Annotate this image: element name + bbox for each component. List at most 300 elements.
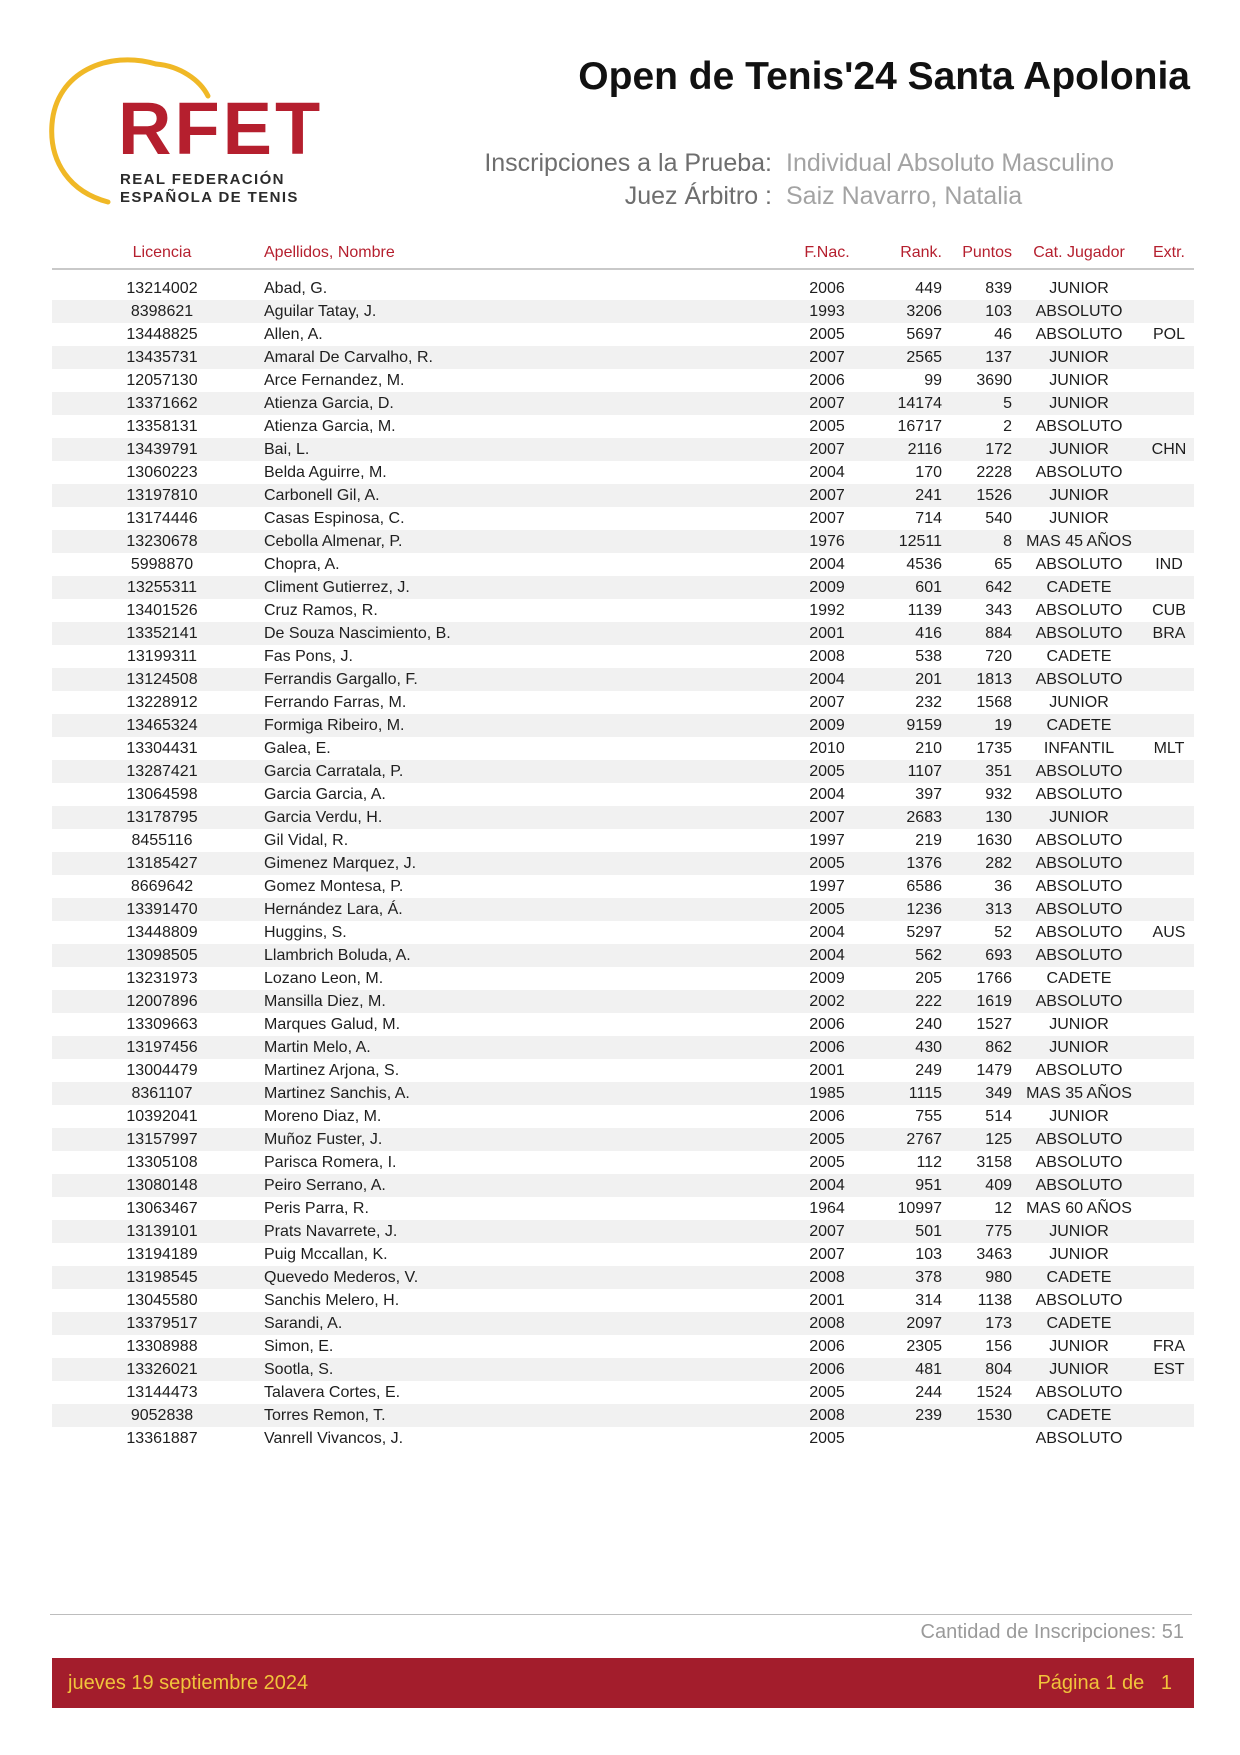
cell-cat-jugador: MAS 45 AÑOS bbox=[1026, 533, 1132, 550]
cell-cat-jugador: ABSOLUTO bbox=[1035, 1131, 1123, 1148]
cell-fnac: 2009 bbox=[809, 717, 845, 734]
cell-nombre: Climent Gutierrez, J. bbox=[264, 579, 410, 596]
cell-nombre: Formiga Ribeiro, M. bbox=[264, 717, 405, 734]
cell-puntos: 3158 bbox=[976, 1154, 1012, 1171]
table-row bbox=[52, 1013, 1194, 1036]
table-row bbox=[52, 1174, 1194, 1197]
cell-licencia: 13304431 bbox=[126, 740, 198, 757]
table-row bbox=[52, 415, 1194, 438]
cell-nombre: Sanchis Melero, H. bbox=[264, 1292, 400, 1309]
cell-fnac: 2004 bbox=[809, 924, 845, 941]
cell-licencia: 13199311 bbox=[127, 648, 197, 665]
table-row bbox=[52, 760, 1194, 783]
cell-cat-jugador: JUNIOR bbox=[1049, 1223, 1109, 1240]
cell-licencia: 13124508 bbox=[126, 671, 198, 688]
cell-fnac: 2005 bbox=[809, 418, 845, 435]
cell-fnac: 1993 bbox=[809, 303, 845, 320]
cell-fnac: 2005 bbox=[809, 326, 845, 343]
table-row bbox=[52, 1197, 1194, 1220]
cell-rank: 397 bbox=[915, 786, 942, 803]
cell-puntos: 125 bbox=[985, 1131, 1012, 1148]
cell-extr: EST bbox=[1153, 1361, 1185, 1378]
cell-rank: 562 bbox=[915, 947, 942, 964]
cell-rank: 205 bbox=[915, 970, 942, 987]
cell-puntos: 775 bbox=[985, 1223, 1012, 1240]
cell-cat-jugador: ABSOLUTO bbox=[1035, 993, 1123, 1010]
cell-extr: CHN bbox=[1151, 441, 1187, 458]
cell-fnac: 1992 bbox=[809, 602, 845, 619]
cell-puntos: 103 bbox=[985, 303, 1012, 320]
table-row bbox=[52, 737, 1194, 760]
cell-cat-jugador: MAS 35 AÑOS bbox=[1026, 1085, 1132, 1102]
juez-value: Saiz Navarro, Natalia bbox=[786, 182, 1023, 210]
cell-puntos: 52 bbox=[994, 924, 1012, 941]
cell-nombre: Bai, L. bbox=[264, 441, 310, 458]
cell-fnac: 2005 bbox=[809, 1430, 845, 1447]
cell-rank: 244 bbox=[915, 1384, 942, 1401]
cell-licencia: 13214002 bbox=[126, 280, 198, 297]
cell-nombre: Vanrell Vivancos, J. bbox=[264, 1430, 404, 1447]
cell-cat-jugador: ABSOLUTO bbox=[1035, 464, 1123, 481]
cell-fnac: 1964 bbox=[809, 1200, 845, 1217]
cell-fnac: 2007 bbox=[809, 694, 845, 711]
cell-cat-jugador: JUNIOR bbox=[1049, 1016, 1109, 1033]
cell-fnac: 2001 bbox=[809, 1062, 845, 1079]
cell-fnac: 2005 bbox=[809, 1154, 845, 1171]
cell-nombre: Amaral De Carvalho, R. bbox=[264, 349, 433, 366]
cell-licencia: 13144473 bbox=[126, 1384, 198, 1401]
cell-cat-jugador: ABSOLUTO bbox=[1035, 1292, 1123, 1309]
footer-page bbox=[1037, 1672, 1172, 1695]
table-row bbox=[52, 806, 1194, 829]
cell-licencia: 13358131 bbox=[126, 418, 198, 435]
cell-rank: 249 bbox=[915, 1062, 942, 1079]
cell-rank: 1236 bbox=[906, 901, 942, 918]
cell-licencia: 13391470 bbox=[126, 901, 198, 918]
cell-fnac: 2010 bbox=[809, 740, 845, 757]
cell-licencia: 8398621 bbox=[130, 303, 194, 320]
cell-nombre: Atienza Garcia, D. bbox=[264, 395, 394, 412]
cell-rank: 1107 bbox=[907, 763, 942, 780]
cell-cat-jugador: ABSOLUTO bbox=[1035, 924, 1123, 941]
cell-fnac: 1997 bbox=[809, 832, 845, 849]
cell-licencia: 13352141 bbox=[126, 625, 198, 642]
table-row bbox=[52, 1082, 1194, 1105]
table-row bbox=[52, 1105, 1194, 1128]
cell-licencia: 13174446 bbox=[126, 510, 198, 527]
cell-fnac: 2005 bbox=[809, 1384, 845, 1401]
cell-nombre: Mansilla Diez, M. bbox=[264, 993, 386, 1010]
cell-nombre: Lozano Leon, M. bbox=[264, 970, 384, 987]
cell-cat-jugador: CADETE bbox=[1046, 579, 1112, 596]
cell-cat-jugador: ABSOLUTO bbox=[1035, 947, 1123, 964]
cell-fnac: 1997 bbox=[809, 878, 845, 895]
table-row bbox=[52, 484, 1194, 507]
cell-licencia: 13064598 bbox=[126, 786, 198, 803]
header-cat-jugador: Cat. Jugador bbox=[1033, 244, 1125, 261]
cell-nombre: Simon, E. bbox=[264, 1338, 334, 1355]
table-row bbox=[52, 990, 1194, 1013]
cell-nombre: Carbonell Gil, A. bbox=[264, 487, 380, 504]
cell-licencia: 13004479 bbox=[126, 1062, 198, 1079]
cell-licencia: 13197810 bbox=[126, 487, 198, 504]
cell-extr: FRA bbox=[1153, 1338, 1185, 1355]
cell-licencia: 13371662 bbox=[126, 395, 198, 412]
cell-puntos: 1138 bbox=[977, 1292, 1012, 1309]
cell-puntos: 1524 bbox=[976, 1384, 1012, 1401]
cell-cat-jugador: CADETE bbox=[1046, 1315, 1112, 1332]
cell-puntos: 173 bbox=[985, 1315, 1012, 1332]
cell-puntos: 1766 bbox=[976, 970, 1012, 987]
cell-rank: 2683 bbox=[906, 809, 942, 826]
cell-rank: 240 bbox=[915, 1016, 942, 1033]
cell-puntos: 409 bbox=[985, 1177, 1012, 1194]
table-row bbox=[52, 1427, 1194, 1450]
cell-nombre: Moreno Diaz, M. bbox=[264, 1108, 382, 1125]
cell-puntos: 1735 bbox=[976, 740, 1012, 757]
cell-rank: 10997 bbox=[897, 1200, 942, 1217]
table-row bbox=[52, 898, 1194, 921]
cell-puntos: 693 bbox=[985, 947, 1012, 964]
cell-extr: AUS bbox=[1152, 924, 1186, 941]
cell-cat-jugador: ABSOLUTO bbox=[1035, 901, 1123, 918]
cell-fnac: 2007 bbox=[809, 809, 845, 826]
cell-licencia: 8669642 bbox=[130, 878, 194, 895]
table-row bbox=[52, 576, 1194, 599]
cell-cat-jugador: JUNIOR bbox=[1049, 280, 1109, 297]
cell-rank: 112 bbox=[916, 1154, 942, 1171]
cell-puntos: 1527 bbox=[976, 1016, 1012, 1033]
cell-puntos: 862 bbox=[985, 1039, 1012, 1056]
cell-puntos: 172 bbox=[985, 441, 1012, 458]
cell-fnac: 1976 bbox=[809, 533, 845, 550]
cell-puntos: 884 bbox=[985, 625, 1012, 642]
cell-puntos: 1630 bbox=[976, 832, 1012, 849]
cell-nombre: Hernández Lara, Á. bbox=[264, 901, 403, 918]
header-divider bbox=[52, 268, 1194, 270]
table-row bbox=[52, 1404, 1194, 1427]
table-row bbox=[52, 921, 1194, 944]
cell-rank: 9159 bbox=[906, 717, 942, 734]
table-row bbox=[52, 1036, 1194, 1059]
table-row bbox=[52, 944, 1194, 967]
cell-rank: 1115 bbox=[908, 1085, 942, 1102]
cell-nombre: Gimenez Marquez, J. bbox=[264, 855, 417, 872]
cell-puntos: 5 bbox=[1003, 395, 1012, 412]
cell-licencia: 13060223 bbox=[126, 464, 198, 481]
header-rank: Rank. bbox=[900, 244, 942, 261]
cell-nombre: Cruz Ramos, R. bbox=[264, 602, 378, 619]
cell-licencia: 13178795 bbox=[126, 809, 198, 826]
cell-licencia: 13439791 bbox=[126, 441, 198, 458]
table-row bbox=[52, 645, 1194, 668]
cell-cat-jugador: CADETE bbox=[1046, 1407, 1112, 1424]
table-row bbox=[52, 461, 1194, 484]
cell-cat-jugador: INFANTIL bbox=[1043, 740, 1115, 757]
cell-nombre: Parisca Romera, I. bbox=[264, 1154, 397, 1171]
cell-puntos: 1530 bbox=[976, 1407, 1012, 1424]
header-licencia: Licencia bbox=[132, 244, 192, 261]
cell-fnac: 2007 bbox=[809, 349, 845, 366]
cell-cat-jugador: JUNIOR bbox=[1049, 1108, 1109, 1125]
cell-puntos: 351 bbox=[985, 763, 1012, 780]
cell-rank: 2767 bbox=[906, 1131, 942, 1148]
cell-licencia: 13401526 bbox=[126, 602, 198, 619]
cell-rank: 14174 bbox=[897, 395, 942, 412]
table-row bbox=[52, 622, 1194, 645]
table-row bbox=[52, 553, 1194, 576]
cell-nombre: Arce Fernandez, M. bbox=[264, 372, 405, 389]
cell-licencia: 13305108 bbox=[126, 1154, 198, 1171]
cell-licencia: 13255311 bbox=[127, 579, 197, 596]
cell-fnac: 2004 bbox=[809, 671, 845, 688]
summary-divider bbox=[50, 1614, 1192, 1615]
cell-puntos: 720 bbox=[985, 648, 1012, 665]
cell-puntos: 156 bbox=[985, 1338, 1012, 1355]
cell-puntos: 343 bbox=[985, 602, 1012, 619]
cell-rank: 239 bbox=[915, 1407, 942, 1424]
cell-puntos: 137 bbox=[985, 349, 1012, 366]
cell-cat-jugador: ABSOLUTO bbox=[1035, 602, 1123, 619]
cell-nombre: Aguilar Tatay, J. bbox=[264, 303, 377, 320]
cell-rank: 2116 bbox=[907, 441, 942, 458]
cell-nombre: Cebolla Almenar, P. bbox=[264, 533, 403, 550]
cell-cat-jugador: CADETE bbox=[1046, 717, 1112, 734]
cell-licencia: 13465324 bbox=[126, 717, 198, 734]
cell-nombre: Garcia Carratala, P. bbox=[264, 763, 404, 780]
prueba-value: Individual Absoluto Masculino bbox=[786, 149, 1114, 177]
cell-licencia: 10392041 bbox=[126, 1108, 198, 1125]
cell-rank: 416 bbox=[915, 625, 942, 642]
table-row bbox=[52, 392, 1194, 415]
table-row bbox=[52, 1289, 1194, 1312]
cell-puntos: 804 bbox=[985, 1361, 1012, 1378]
table-row bbox=[52, 852, 1194, 875]
cell-puntos: 3690 bbox=[976, 372, 1012, 389]
cell-fnac: 2001 bbox=[809, 625, 845, 642]
cell-nombre: Marques Galud, M. bbox=[264, 1016, 401, 1033]
cell-cat-jugador: ABSOLUTO bbox=[1035, 878, 1123, 895]
cell-cat-jugador: MAS 60 AÑOS bbox=[1026, 1200, 1132, 1217]
table-row bbox=[52, 829, 1194, 852]
cell-fnac: 2008 bbox=[809, 1269, 845, 1286]
cell-licencia: 8455116 bbox=[131, 832, 193, 849]
cell-fnac: 2004 bbox=[809, 556, 845, 573]
cell-cat-jugador: JUNIOR bbox=[1049, 1246, 1109, 1263]
cell-puntos: 1813 bbox=[976, 671, 1012, 688]
cell-cat-jugador: ABSOLUTO bbox=[1035, 763, 1123, 780]
header-puntos: Puntos bbox=[962, 244, 1012, 261]
cell-rank: 170 bbox=[915, 464, 942, 481]
cell-rank: 12511 bbox=[898, 533, 942, 550]
cell-cat-jugador: JUNIOR bbox=[1049, 372, 1109, 389]
cell-cat-jugador: ABSOLUTO bbox=[1035, 1062, 1123, 1079]
cell-licencia: 13309663 bbox=[126, 1016, 198, 1033]
cell-fnac: 2008 bbox=[809, 648, 845, 665]
table-row bbox=[52, 530, 1194, 553]
cell-puntos: 282 bbox=[985, 855, 1012, 872]
cell-nombre: Martinez Sanchis, A. bbox=[264, 1085, 410, 1102]
cell-cat-jugador: JUNIOR bbox=[1049, 441, 1109, 458]
cell-puntos: 514 bbox=[985, 1108, 1012, 1125]
table-row bbox=[52, 369, 1194, 392]
cell-fnac: 2005 bbox=[809, 855, 845, 872]
cell-nombre: Garcia Garcia, A. bbox=[264, 786, 386, 803]
cell-fnac: 2004 bbox=[809, 786, 845, 803]
cell-rank: 2565 bbox=[906, 349, 942, 366]
cell-puntos: 130 bbox=[985, 809, 1012, 826]
cell-puntos: 19 bbox=[994, 717, 1012, 734]
cell-rank: 601 bbox=[915, 579, 942, 596]
cell-fnac: 2005 bbox=[809, 1131, 845, 1148]
cell-rank: 3206 bbox=[906, 303, 942, 320]
cell-licencia: 8361107 bbox=[131, 1085, 193, 1102]
cell-cat-jugador: ABSOLUTO bbox=[1035, 1430, 1123, 1447]
cell-nombre: Puig Mccallan, K. bbox=[264, 1246, 388, 1263]
table-row bbox=[52, 1312, 1194, 1335]
cell-nombre: Gomez Montesa, P. bbox=[264, 878, 404, 895]
cell-licencia: 5998870 bbox=[130, 556, 194, 573]
cell-cat-jugador: ABSOLUTO bbox=[1035, 1384, 1123, 1401]
cell-nombre: Huggins, S. bbox=[264, 924, 347, 941]
cell-rank: 501 bbox=[915, 1223, 942, 1240]
cell-puntos: 2 bbox=[1003, 418, 1012, 435]
cell-cat-jugador: ABSOLUTO bbox=[1035, 671, 1123, 688]
cell-cat-jugador: CADETE bbox=[1046, 1269, 1112, 1286]
table-row bbox=[52, 323, 1194, 346]
footer-date: jueves 19 septiembre 2024 bbox=[68, 1672, 309, 1694]
cell-licencia: 12057130 bbox=[126, 372, 198, 389]
cell-extr: MLT bbox=[1153, 740, 1185, 757]
cell-cat-jugador: JUNIOR bbox=[1049, 487, 1109, 504]
cell-licencia: 13197456 bbox=[126, 1039, 198, 1056]
cell-cat-jugador: ABSOLUTO bbox=[1035, 303, 1123, 320]
table-row bbox=[52, 1128, 1194, 1151]
cell-nombre: Belda Aguirre, M. bbox=[264, 464, 387, 481]
cell-fnac: 2004 bbox=[809, 947, 845, 964]
table-row bbox=[52, 507, 1194, 530]
cell-nombre: Galea, E. bbox=[264, 740, 331, 757]
table-row bbox=[52, 300, 1194, 323]
header-nombre: Apellidos, Nombre bbox=[264, 244, 395, 261]
page-title: Open de Tenis'24 Santa Apolonia bbox=[578, 55, 1190, 98]
cell-fnac: 2007 bbox=[809, 1223, 845, 1240]
cell-rank: 6586 bbox=[906, 878, 942, 895]
cell-puntos: 1568 bbox=[976, 694, 1012, 711]
table-row bbox=[52, 1358, 1194, 1381]
cell-rank: 210 bbox=[915, 740, 942, 757]
cell-fnac: 2005 bbox=[809, 901, 845, 918]
cell-fnac: 2008 bbox=[809, 1315, 845, 1332]
cell-cat-jugador: CADETE bbox=[1046, 648, 1112, 665]
inscriptions-count: Cantidad de Inscripciones: 51 bbox=[920, 1621, 1184, 1643]
cell-fnac: 2002 bbox=[809, 993, 845, 1010]
cell-rank: 1139 bbox=[907, 602, 942, 619]
cell-puntos: 3463 bbox=[976, 1246, 1012, 1263]
cell-licencia: 13185427 bbox=[126, 855, 198, 872]
cell-rank: 714 bbox=[915, 510, 942, 527]
footer-bar bbox=[52, 1658, 1194, 1708]
cell-puntos: 540 bbox=[985, 510, 1012, 527]
cell-licencia: 13361887 bbox=[126, 1430, 198, 1447]
cell-puntos: 65 bbox=[994, 556, 1012, 573]
cell-cat-jugador: JUNIOR bbox=[1049, 1361, 1109, 1378]
cell-puntos: 932 bbox=[985, 786, 1012, 803]
cell-fnac: 2007 bbox=[809, 510, 845, 527]
logo-subtitle-line1: REAL FEDERACIÓN bbox=[120, 171, 285, 188]
cell-cat-jugador: JUNIOR bbox=[1049, 694, 1109, 711]
cell-cat-jugador: ABSOLUTO bbox=[1035, 855, 1123, 872]
cell-cat-jugador: JUNIOR bbox=[1049, 395, 1109, 412]
cell-nombre: Ferrando Farras, M. bbox=[264, 694, 407, 711]
table-row bbox=[52, 668, 1194, 691]
cell-extr: CUB bbox=[1152, 602, 1186, 619]
table-row bbox=[52, 783, 1194, 806]
cell-fnac: 2004 bbox=[809, 464, 845, 481]
cell-rank: 5697 bbox=[906, 326, 942, 343]
rfet-logo bbox=[48, 52, 324, 212]
cell-cat-jugador: ABSOLUTO bbox=[1035, 786, 1123, 803]
cell-cat-jugador: ABSOLUTO bbox=[1035, 1154, 1123, 1171]
cell-nombre: Sarandi, A. bbox=[264, 1315, 343, 1332]
cell-nombre: Abad, G. bbox=[264, 280, 328, 297]
cell-fnac: 2007 bbox=[809, 487, 845, 504]
cell-nombre: Talavera Cortes, E. bbox=[264, 1384, 401, 1401]
cell-puntos: 2228 bbox=[976, 464, 1012, 481]
cell-licencia: 13326021 bbox=[126, 1361, 198, 1378]
cell-licencia: 13379517 bbox=[126, 1315, 198, 1332]
cell-nombre: Peiro Serrano, A. bbox=[264, 1177, 386, 1194]
cell-nombre: Torres Remon, T. bbox=[264, 1407, 386, 1424]
cell-nombre: Llambrich Boluda, A. bbox=[264, 947, 411, 964]
cell-fnac: 2007 bbox=[809, 1246, 845, 1263]
cell-fnac: 2006 bbox=[809, 1338, 845, 1355]
cell-cat-jugador: JUNIOR bbox=[1049, 1338, 1109, 1355]
cell-nombre: Muñoz Fuster, J. bbox=[264, 1131, 383, 1148]
cell-cat-jugador: ABSOLUTO bbox=[1035, 326, 1123, 343]
cell-cat-jugador: ABSOLUTO bbox=[1035, 625, 1123, 642]
cell-licencia: 13139101 bbox=[126, 1223, 198, 1240]
cell-nombre: Ferrandis Gargallo, F. bbox=[264, 671, 418, 688]
logo-wordmark: RFET bbox=[118, 87, 324, 170]
cell-nombre: Gil Vidal, R. bbox=[264, 832, 349, 849]
cell-rank: 314 bbox=[915, 1292, 942, 1309]
table-row bbox=[52, 346, 1194, 369]
cell-rank: 2305 bbox=[906, 1338, 942, 1355]
cell-fnac: 2008 bbox=[809, 1407, 845, 1424]
table-header bbox=[52, 244, 1194, 268]
header-fnac: F.Nac. bbox=[804, 244, 850, 261]
cell-licencia: 13045580 bbox=[126, 1292, 198, 1309]
cell-licencia: 13228912 bbox=[126, 694, 198, 711]
table-row bbox=[52, 691, 1194, 714]
cell-rank: 99 bbox=[924, 372, 942, 389]
cell-extr: IND bbox=[1155, 556, 1183, 573]
cell-licencia: 13198545 bbox=[126, 1269, 198, 1286]
cell-rank: 481 bbox=[915, 1361, 942, 1378]
cell-licencia: 13080148 bbox=[126, 1177, 198, 1194]
cell-licencia: 13287421 bbox=[126, 763, 198, 780]
cell-fnac: 2007 bbox=[809, 395, 845, 412]
cell-cat-jugador: JUNIOR bbox=[1049, 809, 1109, 826]
cell-licencia: 12007896 bbox=[126, 993, 198, 1010]
cell-fnac: 2006 bbox=[809, 280, 845, 297]
cell-licencia: 13448825 bbox=[126, 326, 198, 343]
footer-page-label: Página 1 de bbox=[1037, 1672, 1145, 1694]
cell-rank: 430 bbox=[915, 1039, 942, 1056]
table-row bbox=[52, 438, 1194, 461]
cell-rank: 755 bbox=[915, 1108, 942, 1125]
